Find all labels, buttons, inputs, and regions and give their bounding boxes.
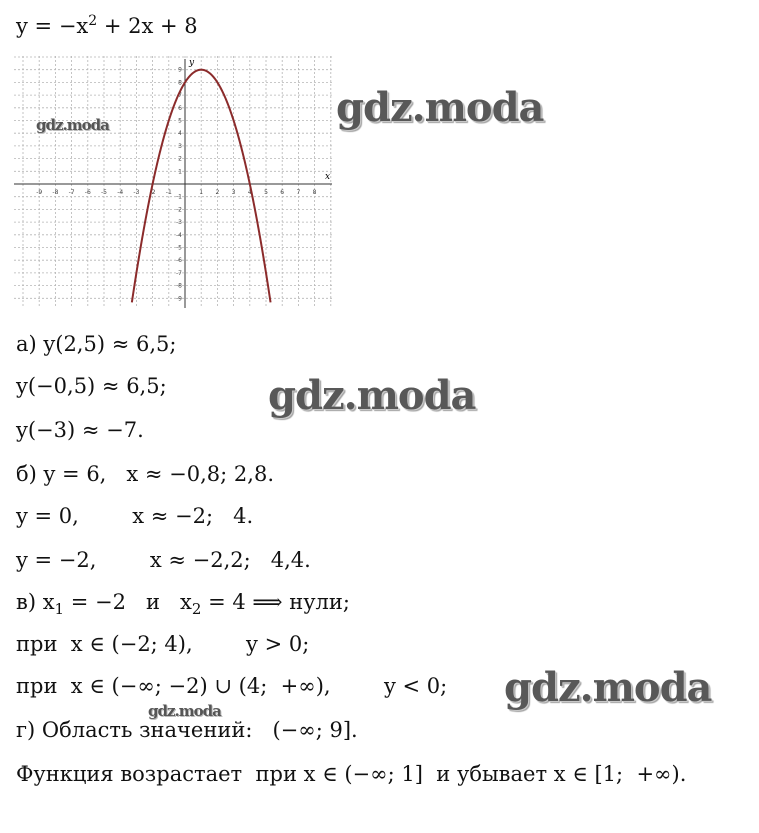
c1-text-b: = −2 и x — [64, 590, 192, 614]
x-tick-label: -2 — [149, 189, 156, 196]
x-axis-name: x — [325, 172, 331, 182]
y-tick-label: -8 — [176, 282, 182, 290]
y-tick-label: 6 — [178, 104, 182, 112]
y-tick-label: -9 — [176, 295, 182, 303]
y-tick-label: 4 — [178, 130, 182, 138]
watermark-4: gdz.moda — [148, 702, 221, 720]
x-tick-label: 7 — [296, 189, 301, 196]
y-tick-label: 1 — [178, 168, 182, 176]
graph-axes — [14, 59, 332, 308]
y-tick-label: -1 — [176, 193, 182, 201]
c1-text-a: в) x — [16, 590, 55, 614]
formula-lhs: y — [16, 14, 28, 38]
x-tick-label: -9 — [36, 189, 43, 196]
answer-a-line2: y(−0,5) ≈ 6,5; — [16, 374, 167, 398]
x-tick-label: -7 — [68, 189, 75, 196]
y-tick-label: 2 — [178, 155, 182, 163]
x-tick-label: -5 — [101, 189, 107, 196]
y-axis-name: y — [189, 58, 195, 68]
x-tick-label: -1 — [165, 189, 172, 196]
x-tick-label: 5 — [264, 189, 268, 196]
x-tick-label: 1 — [199, 189, 204, 196]
c1-text-c: = 4 ⟹ нули; — [201, 590, 350, 614]
x-tick-label: -8 — [52, 189, 59, 196]
y-tick-label: -6 — [176, 257, 182, 265]
x-tick-label: -4 — [117, 189, 124, 196]
y-tick-label: -7 — [176, 269, 182, 277]
answer-a-line1: а) y(2,5) ≈ 6,5; — [16, 332, 177, 356]
answer-b-line2: y = 0, x ≈ −2; 4. — [16, 504, 254, 528]
y-tick-label: 7 — [178, 92, 182, 100]
c1-subscript-1: 1 — [54, 600, 65, 618]
y-tick-label: -5 — [176, 244, 182, 252]
watermark-2: gdz.moda — [268, 372, 476, 419]
y-tick-label: -2 — [176, 206, 182, 214]
function-formula — [16, 12, 198, 43]
graph-watermark: gdz.moda — [36, 116, 109, 134]
x-tick-label: 3 — [231, 189, 236, 196]
answer-c-line3: при x ∈ (−∞; −2) ∪ (4; +∞), y < 0; — [16, 674, 448, 698]
formula-mid: = −x — [27, 14, 89, 38]
x-tick-label: -3 — [133, 189, 140, 196]
answer-d-line2: Функция возрастает при x ∈ (−∞; 1] и убывает x ∈ [1; +∞). — [16, 762, 687, 786]
answer-c-line2: при x ∈ (−2; 4), y > 0; — [16, 632, 310, 656]
watermark-1: gdz.moda — [336, 84, 544, 131]
y-tick-label: 3 — [178, 142, 182, 150]
y-tick-label: 8 — [178, 79, 182, 87]
x-tick-label: -6 — [84, 189, 91, 196]
y-tick-label: 5 — [178, 117, 182, 125]
answer-c-line1 — [16, 588, 350, 618]
c1-subscript-2: 2 — [191, 600, 202, 618]
answer-b-line3: y = −2, x ≈ −2,2; 4,4. — [16, 548, 311, 572]
parabola-graph — [14, 56, 334, 308]
formula-rhs: + 2x + 8 — [97, 14, 198, 38]
watermark-3: gdz.moda — [504, 664, 712, 711]
formula-exponent: 2 — [88, 13, 98, 29]
x-tick-label: 2 — [215, 189, 220, 196]
y-tick-label: -4 — [176, 231, 182, 239]
answer-d-line1: г) Область значений: (−∞; 9]. — [16, 718, 358, 742]
answer-b-line1: б) y = 6, x ≈ −0,8; 2,8. — [16, 462, 274, 486]
answer-a-line3: y(−3) ≈ −7. — [16, 418, 144, 442]
x-tick-label: 4 — [247, 189, 252, 196]
graph-grid — [14, 56, 334, 308]
y-tick-label: -3 — [176, 219, 182, 227]
x-tick-label: 6 — [280, 189, 285, 196]
y-tick-label: 9 — [178, 66, 182, 74]
x-tick-label: 8 — [312, 189, 317, 196]
